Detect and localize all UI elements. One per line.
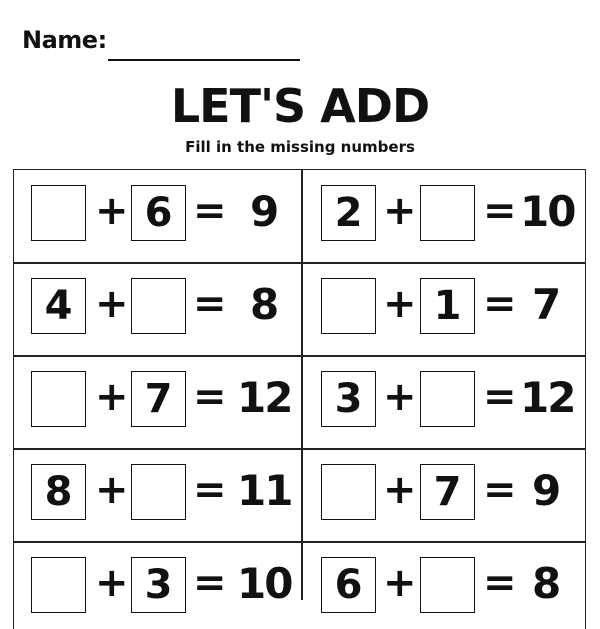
- name-label: Name:: [22, 26, 107, 54]
- sum-value: 8: [250, 280, 278, 329]
- grid-row-divider: [13, 262, 586, 264]
- answer-box[interactable]: [131, 278, 186, 334]
- given-number-box: 2: [321, 185, 376, 241]
- equals-sign: =: [193, 467, 227, 513]
- instructions: Fill in the missing numbers: [185, 138, 415, 156]
- grid-row-divider: [13, 541, 586, 543]
- equals-sign: =: [193, 374, 227, 420]
- answer-box[interactable]: [31, 185, 86, 241]
- plus-sign: +: [383, 560, 417, 606]
- sum-value: 10: [237, 559, 292, 608]
- plus-sign: +: [383, 467, 417, 513]
- plus-sign: +: [95, 467, 129, 513]
- grid-column-divider: [301, 169, 303, 600]
- given-number-box: 8: [31, 464, 86, 520]
- answer-box[interactable]: [420, 185, 475, 241]
- plus-sign: +: [383, 281, 417, 327]
- equals-sign: =: [483, 188, 517, 234]
- sum-value: 10: [520, 187, 575, 236]
- given-number-box: 7: [131, 371, 186, 427]
- answer-box[interactable]: [321, 464, 376, 520]
- plus-sign: +: [383, 188, 417, 234]
- sum-value: 9: [532, 466, 560, 515]
- plus-sign: +: [95, 374, 129, 420]
- equals-sign: =: [483, 467, 517, 513]
- sum-value: 11: [237, 466, 292, 515]
- equals-sign: =: [483, 374, 517, 420]
- given-number-box: 3: [321, 371, 376, 427]
- equals-sign: =: [193, 560, 227, 606]
- grid-row-divider: [13, 355, 586, 357]
- sum-value: 8: [532, 559, 560, 608]
- plus-sign: +: [383, 374, 417, 420]
- given-number-box: 4: [31, 278, 86, 334]
- equals-sign: =: [483, 281, 517, 327]
- answer-box[interactable]: [31, 557, 86, 613]
- answer-box[interactable]: [321, 278, 376, 334]
- sum-value: 7: [532, 280, 560, 329]
- given-number-box: 6: [321, 557, 376, 613]
- given-number-box: 6: [131, 185, 186, 241]
- equals-sign: =: [483, 560, 517, 606]
- plus-sign: +: [95, 560, 129, 606]
- equals-sign: =: [193, 188, 227, 234]
- sum-value: 12: [237, 373, 292, 422]
- page-title: LET'S ADD: [170, 79, 430, 133]
- plus-sign: +: [95, 281, 129, 327]
- given-number-box: 3: [131, 557, 186, 613]
- answer-box[interactable]: [131, 464, 186, 520]
- answer-box[interactable]: [31, 371, 86, 427]
- grid-row-divider: [13, 448, 586, 450]
- answer-box[interactable]: [420, 557, 475, 613]
- equals-sign: =: [193, 281, 227, 327]
- name-input-line[interactable]: [108, 59, 300, 61]
- sum-value: 9: [250, 187, 278, 236]
- given-number-box: 1: [420, 278, 475, 334]
- plus-sign: +: [95, 188, 129, 234]
- answer-box[interactable]: [420, 371, 475, 427]
- given-number-box: 7: [420, 464, 475, 520]
- sum-value: 12: [520, 373, 575, 422]
